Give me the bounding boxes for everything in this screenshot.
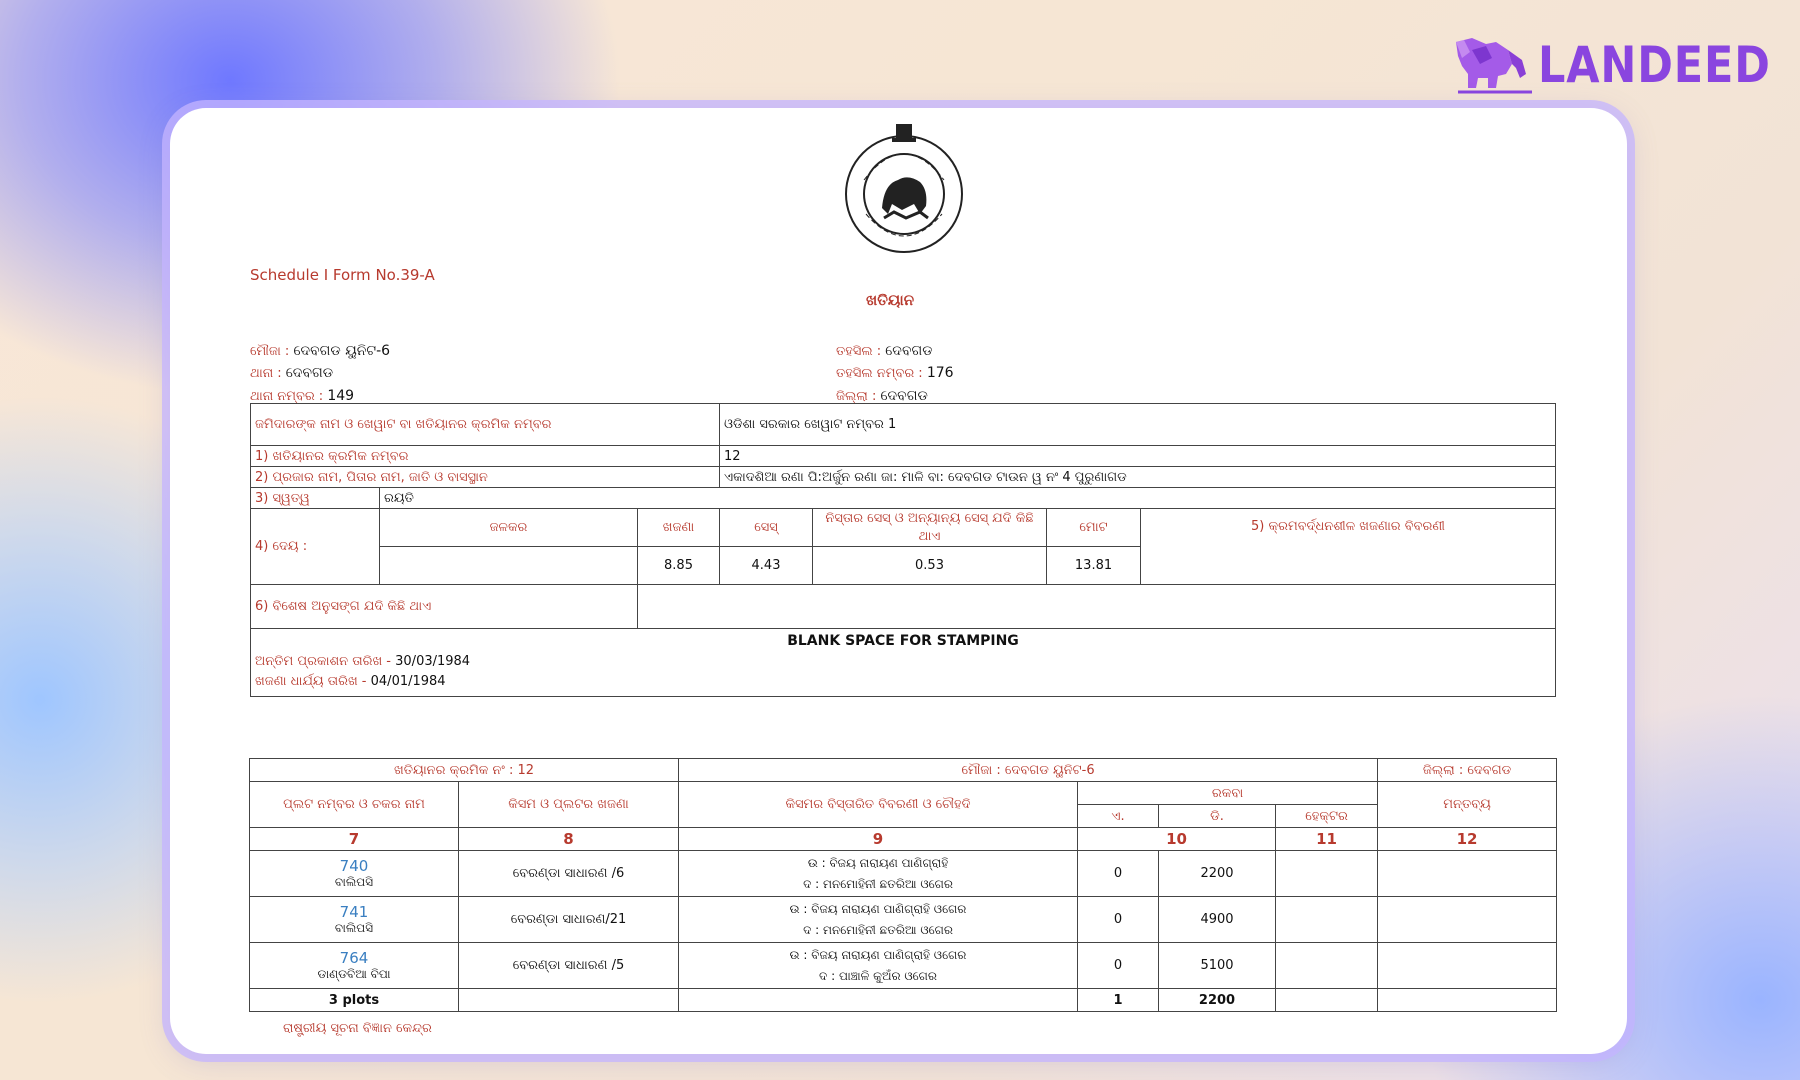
col-plot: ପ୍ଲଟ ନମ୍ବର ଓ ଚକର ନାମ: [250, 782, 459, 828]
col-remarks: ମନ୍ତବ୍ୟ: [1378, 782, 1557, 828]
dues-header-water: ଜଳକର: [380, 509, 638, 547]
district-label: ଜିଲ୍ଲା :: [836, 389, 877, 404]
kisam-cell: ବେରଣ୍ଡା ସାଧାରଣ/21: [459, 897, 679, 943]
col-details: କିସମର ବିସ୍ତାରିତ ବିବରଣୀ ଓ ଚୌହଦି: [679, 782, 1078, 828]
totals-row: [250, 989, 1557, 1012]
special-notes-value: [638, 585, 1556, 629]
tahasil-line: [836, 343, 933, 359]
boundary-south: ଦ : ପାଞ୍ଚାଳି କୁଅଁର ଓଗେର: [819, 968, 937, 983]
boundary-north: ଉ : ବିଜୟ ନାରାୟଣ ପାଣିଗ୍ରାହି ଓଗେର: [789, 947, 967, 962]
remarks-cell: [1378, 897, 1557, 943]
boundary-north: ଉ : ବିଜୟ ନାରାୟଣ ପାଣିଗ୍ରାହି: [807, 855, 949, 870]
zamindar-row: [251, 404, 1556, 446]
thana-label: ଥାନା :: [250, 366, 282, 381]
khatiyan-number-value: 12: [720, 446, 1556, 467]
final-publication-date: 30/03/1984: [395, 654, 471, 669]
dues-label: 4) ଦେୟ :: [251, 509, 380, 585]
progressive-rent-label: 5) କ୍ରମବର୍ଦ୍ଧନଶୀଳ ଖଜଣାର ବିବରଣୀ: [1141, 509, 1556, 585]
col-acre: ଏ.: [1078, 805, 1159, 828]
details-cell: [679, 943, 1078, 989]
total-kisam-cell: [459, 989, 679, 1012]
hectare-cell: [1276, 851, 1378, 897]
total-decimal: 2200: [1159, 989, 1276, 1012]
stamp-text: BLANK SPACE FOR STAMPING: [787, 633, 1019, 649]
land-record-document: [170, 108, 1627, 1054]
brand-logo: [1452, 34, 1771, 96]
special-notes-row: [251, 585, 1556, 629]
zamindar-label: ଜମିଦାରଙ୍କ ନାମ ଓ ଖେୱାଟ ବା ଖତିୟାନର କ୍ରମିକ ନମ୍ବର: [251, 404, 720, 446]
dues-header-total: ମୋଟ: [1047, 509, 1141, 547]
dues-value-water: [380, 547, 638, 585]
thana-no-line: [250, 388, 354, 404]
col-hectare: ହେକ୍ଟର: [1276, 805, 1378, 828]
col-area: ରକବା: [1078, 782, 1378, 805]
details-cell: [679, 897, 1078, 943]
form-number: Schedule I Form No.39-A: [250, 266, 435, 284]
table-row: [250, 897, 1557, 943]
plots-header-mouza: ମୌଜା : ଦେବଗଡ ୟୁନିଟ-6: [679, 759, 1378, 782]
remarks-cell: [1378, 851, 1557, 897]
total-hectare-cell: [1276, 989, 1378, 1012]
rent-date-line: [255, 674, 1551, 689]
stamp-row: [251, 629, 1556, 697]
total-acre: 1: [1078, 989, 1159, 1012]
elephant-logo-icon: [1452, 34, 1534, 96]
dues-header-cess: ସେସ୍: [720, 509, 813, 547]
total-plots: 3 plots: [250, 989, 459, 1012]
plot-number-link[interactable]: 741: [339, 903, 369, 921]
acre-cell: 0: [1078, 897, 1159, 943]
odisha-emblem-icon: [836, 118, 972, 254]
colnum-11: 11: [1276, 828, 1378, 851]
footer-text: ରାଷ୍ଟ୍ରୀୟ ସୂଚନା ବିଜ୍ଞାନ କେନ୍ଦ୍ର: [283, 1021, 432, 1036]
dues-header-row: [251, 509, 1556, 547]
plot-number-link[interactable]: 764: [339, 949, 369, 967]
district-value: ଦେବଗଡ: [880, 388, 928, 404]
thana-no-value: 149: [327, 388, 355, 404]
plot-cell: [250, 943, 459, 989]
thana-no-label: ଥାନା ନମ୍ବର :: [250, 389, 324, 404]
hectare-cell: [1276, 943, 1378, 989]
table-row: [250, 851, 1557, 897]
boundary-south: ଦ : ମନମୋହିନୀ ଛତରିଆ ଓଗେର: [803, 876, 953, 891]
total-details-cell: [679, 989, 1078, 1012]
boundary-south: ଦ : ମନମୋହିନୀ ଛତରିଆ ଓଗେର: [803, 922, 953, 937]
mouza-line: [250, 343, 390, 359]
details-cell: [679, 851, 1078, 897]
right-value: ରୟତି: [380, 488, 1556, 509]
plots-header-row: [250, 759, 1557, 782]
decimal-cell: 4900: [1159, 897, 1276, 943]
mouza-label: ମୌଜା :: [250, 344, 290, 359]
table-row: [250, 943, 1557, 989]
tenant-row: [251, 467, 1556, 488]
plots-table: [249, 758, 1557, 1012]
final-publication-label: ଅନ୍ତିମ ପ୍ରକାଶନ ତାରିଖ -: [255, 654, 391, 669]
plot-cell: [250, 897, 459, 943]
right-label: 3) ସ୍ୱତ୍ୱ: [251, 488, 380, 509]
thana-line: [250, 365, 333, 381]
colnum-9: 9: [679, 828, 1078, 851]
brand-name: LANDEED: [1538, 36, 1771, 94]
khatiyan-number-row: [251, 446, 1556, 467]
col-decimal: ଡି.: [1159, 805, 1276, 828]
plots-colhead-row1: [250, 782, 1557, 805]
colnum-12: 12: [1378, 828, 1557, 851]
thana-value: ଦେବଗଡ: [285, 365, 334, 381]
dues-value-total: 13.81: [1047, 547, 1141, 585]
plots-colnum-row: [250, 828, 1557, 851]
chak-name: ବାଲିପସି: [334, 921, 374, 935]
decimal-cell: 5100: [1159, 943, 1276, 989]
decimal-cell: 2200: [1159, 851, 1276, 897]
acre-cell: 0: [1078, 943, 1159, 989]
dues-value-rent: 8.85: [638, 547, 720, 585]
acre-cell: 0: [1078, 851, 1159, 897]
tenant-value: ଏକାଦଶିଆ ରଣା ପି:ଅର୍ଜୁନ ରଣା ଜା: ମାଳି ବା: ଦେବଗଡ ଟାଉନ ୱ ନଂ 4 ପୁରୁଣାଗଡ: [720, 467, 1556, 488]
zamindar-value: ଓଡିଶା ସରକାର ଖେୱାଟ ନମ୍ବର 1: [720, 404, 1556, 446]
document-card: [170, 108, 1627, 1054]
special-notes-label: 6) ବିଶେଷ ଅନୁସଙ୍ଗ ଯଦି କିଛି ଥାଏ: [251, 585, 638, 629]
colnum-7: 7: [250, 828, 459, 851]
tahasil-value: ଦେବଗଡ: [885, 343, 933, 359]
stamp-area: [251, 629, 1556, 697]
dues-value-cess: 4.43: [720, 547, 813, 585]
document-title: ଖତିୟାନ: [866, 291, 915, 309]
plot-number-link[interactable]: 740: [339, 857, 369, 875]
total-remarks-cell: [1378, 989, 1557, 1012]
tahasil-no-value: 176: [926, 365, 954, 381]
dues-header-rent: ଖଜଣା: [638, 509, 720, 547]
kisam-cell: ବେରଣ୍ଡା ସାଧାରଣ /6: [459, 851, 679, 897]
dues-header-other-cess: ନିସ୍ତାର ସେସ୍ ଓ ଅନ୍ୟାନ୍ୟ ସେସ୍ ଯଦି କିଛି ଥାଏ: [813, 509, 1047, 547]
remarks-cell: [1378, 943, 1557, 989]
col-kisam: କିସମ ଓ ପ୍ଲଟର ଖଜଣା: [459, 782, 679, 828]
mouza-value: ଦେବଗଡ ୟୁନିଟ-6: [293, 343, 391, 359]
boundary-north: ଉ : ବିଜୟ ନାରାୟଣ ପାଣିଗ୍ରାହି ଓଗେର: [789, 901, 967, 916]
tenant-label: 2) ପ୍ରଜାର ନାମ, ପିତାର ନାମ, ଜାତି ଓ ବାସସ୍ଥାନ: [251, 467, 720, 488]
right-row: [251, 488, 1556, 509]
colnum-10: 10: [1078, 828, 1276, 851]
chak-name: ବାଲିପସି: [334, 875, 374, 889]
khatiyan-details-table: [250, 403, 1556, 697]
final-publication-line: [255, 654, 1551, 669]
hectare-cell: [1276, 897, 1378, 943]
district-line: [836, 388, 928, 404]
plot-cell: [250, 851, 459, 897]
tahasil-no-label: ତହସିଲ ନମ୍ବର :: [836, 366, 923, 381]
plots-header-district: ଜିଲ୍ଲା : ଦେବଗଡ: [1378, 759, 1557, 782]
colnum-8: 8: [459, 828, 679, 851]
rent-date-value: 04/01/1984: [370, 674, 446, 689]
khatiyan-number-label: 1) ଖତିୟାନର କ୍ରମିକ ନମ୍ବର: [251, 446, 720, 467]
tahasil-label: ତହସିଲ :: [836, 344, 882, 359]
chak-name: ଡାଣ୍ଡବିଆ ବିପା: [317, 967, 391, 981]
kisam-cell: ବେରଣ୍ଡା ସାଧାରଣ /5: [459, 943, 679, 989]
tahasil-no-line: [836, 365, 954, 381]
rent-date-label: ଖଜଣା ଧାର୍ଯ୍ୟ ତାରିଖ -: [255, 674, 367, 689]
dues-value-other-cess: 0.53: [813, 547, 1047, 585]
plots-header-khatiyan: ଖତିୟାନର କ୍ରମିକ ନଂ : 12: [250, 759, 679, 782]
